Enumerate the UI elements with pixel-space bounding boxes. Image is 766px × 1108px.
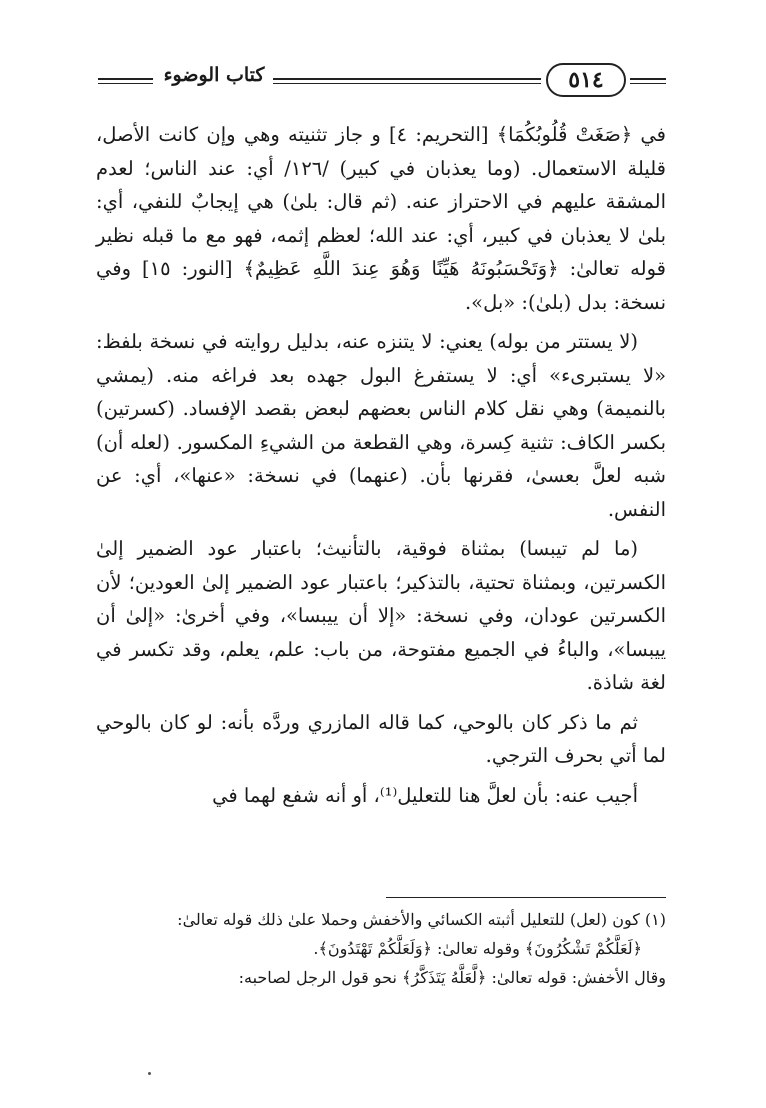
header-rule-left [98,78,153,84]
running-header [98,62,666,102]
paragraph: (ما لم تيبسا) بمثناة فوقية، بالتأنيث؛ باعتبار عود الضمير إلىٰ الكسرتين، وبمثناة تحتية، بالتذكير؛ باعتبار عود الضمير إلىٰ العودين؛ لأن الكسرتين عودان، وفي نسخة: «إلا أن ييبسا»، وفي أخرىٰ: «إلىٰ أن ييبسا»، والباءُ في الجميع مفتوحة، من باب: علم، يعلم، وقد تكسر في لغة شاذة. [96,537,666,694]
header-rule-right [630,78,666,84]
paragraph: أجيب عنه: بأن لعلَّ هنا للتعليل⁽¹⁾، أو أنه شفع لهما في [212,783,638,807]
main-text [96,118,666,818]
chapter-title: كتاب الوضوء [163,64,265,86]
header-rule-middle [273,78,541,84]
footnote-line: (١) كون (لعل) للتعليل أثبته الكسائي والأخفش وحملا علىٰ ذلك قوله تعالىٰ: [177,910,666,929]
page-number-badge: ٥١٤ [546,63,626,97]
footnote-separator [386,897,666,898]
paragraph: (لا يستتر من بوله) يعني: لا يتنزه عنه، بدليل روايته في نسخة بلفظ: «لا يستبرىء» أي: لا يستفرغ البول جهده بعد فراغه منه. (يمشي بالنميمة) وهي نقل كلام الناس بعضهم لبعض بقصد الإفساد. (كسرتين) بكسر الكاف: تثنية كِسرة، وهي القطعة من الشيءِ المكسور. (لعله أن) شبه لعلَّ بعسىٰ، فقرنها بأن. (عنهما) في نسخة: «عنها»، أي: عن النفس. [96,330,666,521]
paragraph: ثم ما ذكر كان بالوحي، كما قاله المازري وردَّه بأنه: لو كان بالوحي لما أتي بحرف الترجي. [96,710,666,767]
footnote-line: وقال الأخفش: قوله تعالىٰ: ﴿لَّعَلَّهُ يَتَذَكَّرُ﴾ نحو قول الرجل لصاحبه: [238,968,666,987]
footnote-line: ﴿لَعَلَّكُمْ تَشْكُرُونَ﴾ وقوله تعالىٰ: ﴿وَلَعَلَّكُمْ تَهْتَدُونَ﴾. [313,939,642,958]
footnotes [96,905,666,992]
paragraph: في ﴿صَغَتْ قُلُوبُكُمَا﴾ [التحريم: ٤] و جاز تثنيته وهي وإن كانت الأصل، قليلة الاستعمال. (وما يعذبان في كبير) /١٢٦/ أي: عند الناس؛ لعدم المشقة عليهم في الاحتراز عنه. (ثم قال: بلىٰ) هي إيجابٌ للنفي، أي: بلىٰ لا يعذبان في كبير، أي: عند الله؛ لعظم إثمه، فهو مع ما قبله نظير قوله تعالىٰ: ﴿وَتَحْسَبُونَهُ هَيِّنًا وَهُوَ عِندَ اللَّهِ عَظِيمٌ﴾ [النور: ١٥] وفي نسخة: بدل (بلىٰ): «بل». [96,123,666,314]
stray-mark [148,1072,151,1075]
